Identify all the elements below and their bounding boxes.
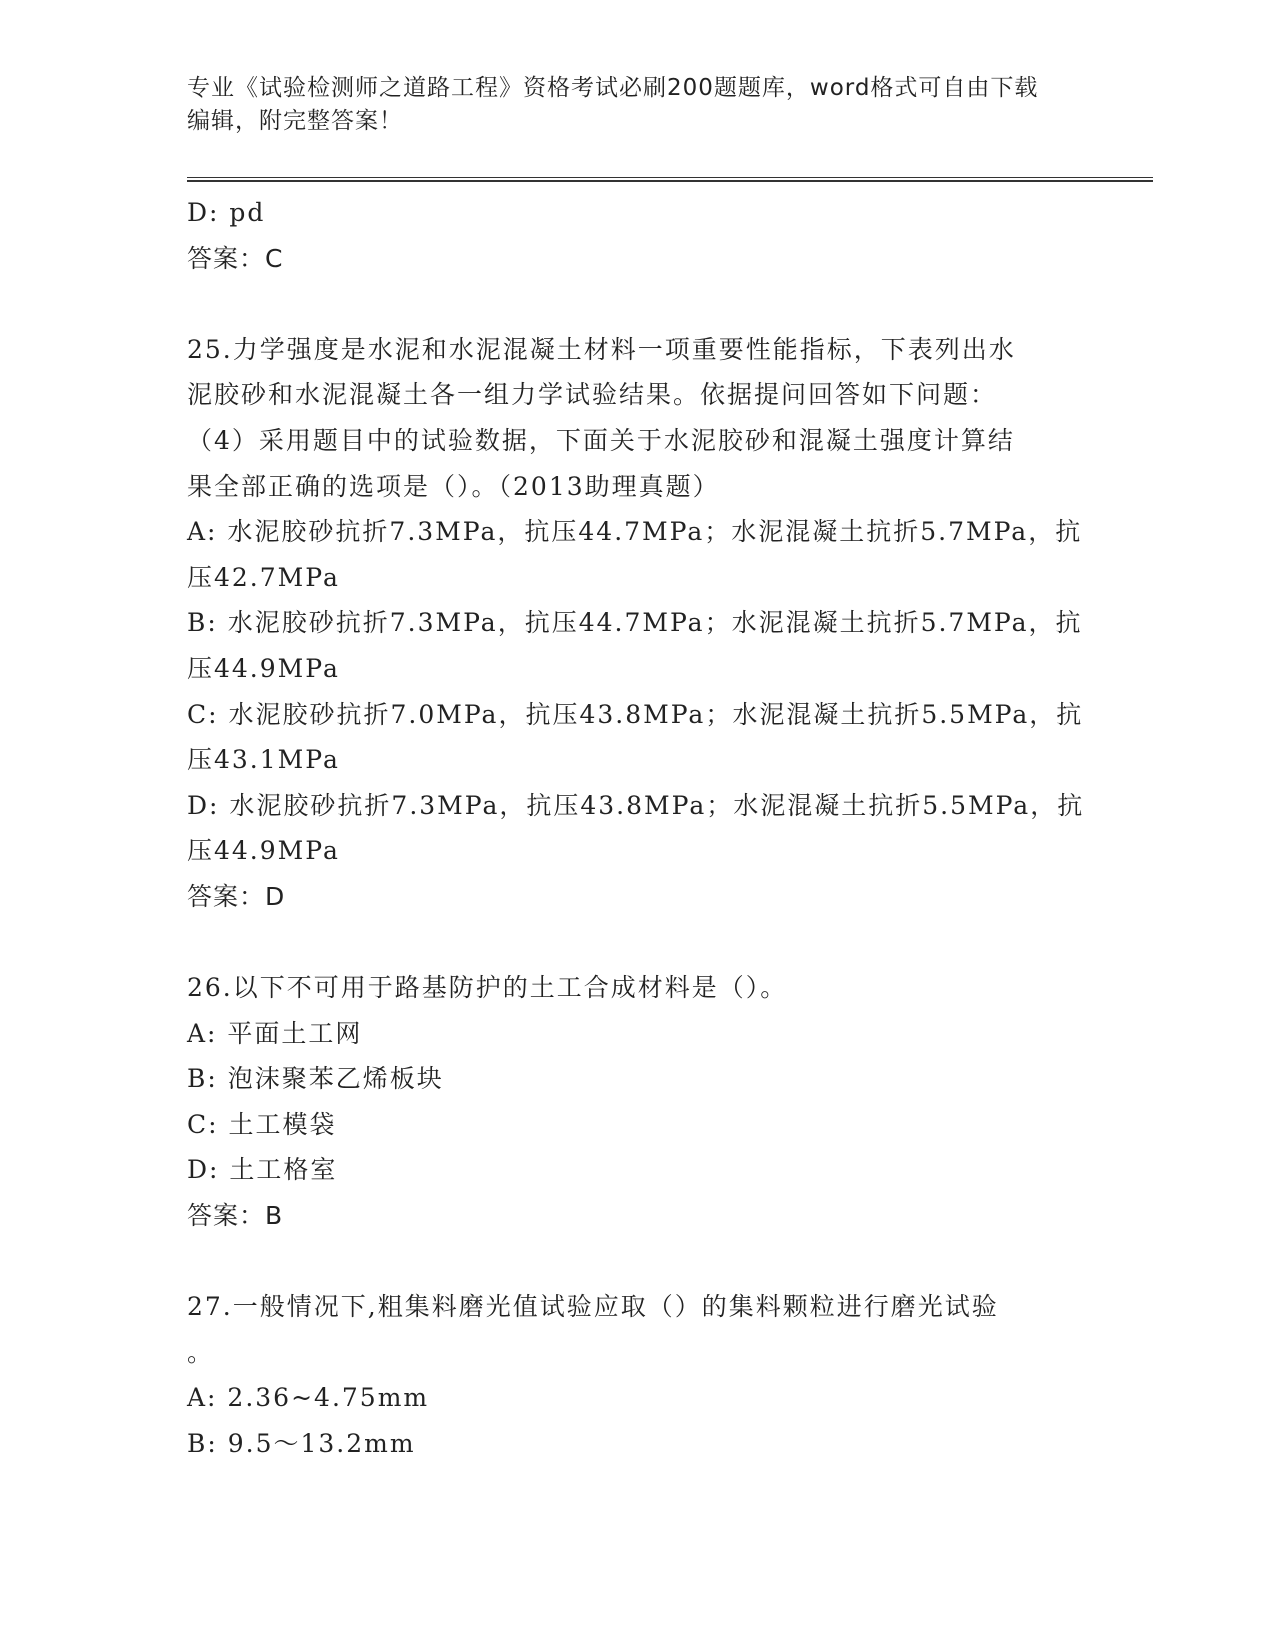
option-b: B: 泡沫聚苯乙烯板块 (187, 1064, 444, 1094)
page-header (187, 72, 1087, 138)
question-stem-line: 果全部正确的选项是（）。（2013助理真题） (187, 471, 720, 501)
question-stem-line: 。 (187, 1337, 215, 1367)
header-line-2: 编辑，附完整答案！ (187, 108, 403, 134)
question-24-tail (187, 190, 1087, 281)
question-stem-line: 泥胶砂和水泥混凝土各一组力学试验结果。依据提问回答如下问题： (187, 380, 998, 410)
question-27 (187, 1284, 1087, 1466)
spacer (187, 1239, 1087, 1285)
option-d: D: 土工格室 (187, 1155, 338, 1185)
option-c: C: 土工模袋 (187, 1109, 337, 1139)
answer: 答案：B (187, 1201, 284, 1231)
question-26 (187, 965, 1087, 1239)
option-b: B: 水泥胶砂抗折7.3MPa，抗压44.7MPa；水泥混凝土抗折5.7MPa，抗 (187, 608, 1083, 638)
option-b: B: 9.5～13.2mm (187, 1429, 416, 1459)
option-a: A: 水泥胶砂抗折7.3MPa，抗压44.7MPa；水泥混凝土抗折5.7MPa，抗 (187, 517, 1083, 547)
option-c: C: 水泥胶砂抗折7.0MPa，抗压43.8MPa；水泥混凝土抗折5.5MPa，抗 (187, 699, 1084, 729)
option-b-continued: 压44.9MPa (187, 653, 340, 683)
spacer (187, 281, 1087, 327)
option-a: A: 平面土工网 (187, 1018, 363, 1048)
option-a: A: 2.36~4.75mm (187, 1383, 430, 1413)
option-d: D: 水泥胶砂抗折7.3MPa，抗压43.8MPa；水泥混凝土抗折5.5MPa，抗 (187, 790, 1085, 820)
question-25 (187, 327, 1087, 920)
header-divider (187, 177, 1153, 182)
answer: 答案：D (187, 881, 286, 911)
question-stem-line: 27.一般情况下,粗集料磨光值试验应取（）的集料颗粒进行磨光试验 (187, 1292, 999, 1322)
spacer (187, 920, 1087, 966)
answer: 答案：C (187, 243, 284, 273)
question-stem-line: 25.力学强度是水泥和水泥混凝土材料一项重要性能指标，下表列出水 (187, 334, 1016, 364)
option-c-continued: 压43.1MPa (187, 745, 340, 775)
question-content (187, 190, 1087, 1467)
option-d-continued: 压44.9MPa (187, 836, 340, 866)
question-stem-line: （4）采用题目中的试验数据，下面关于水泥胶砂和混凝土强度计算结 (187, 425, 1015, 455)
header-line-1: 专业《试验检测师之道路工程》资格考试必刷200题题库，word格式可自由下载 (187, 75, 1039, 101)
option-a-continued: 压42.7MPa (187, 562, 340, 592)
option-d: D: pd (187, 198, 266, 227)
question-stem-line: 26.以下不可用于路基防护的土工合成材料是（）。 (187, 973, 788, 1003)
